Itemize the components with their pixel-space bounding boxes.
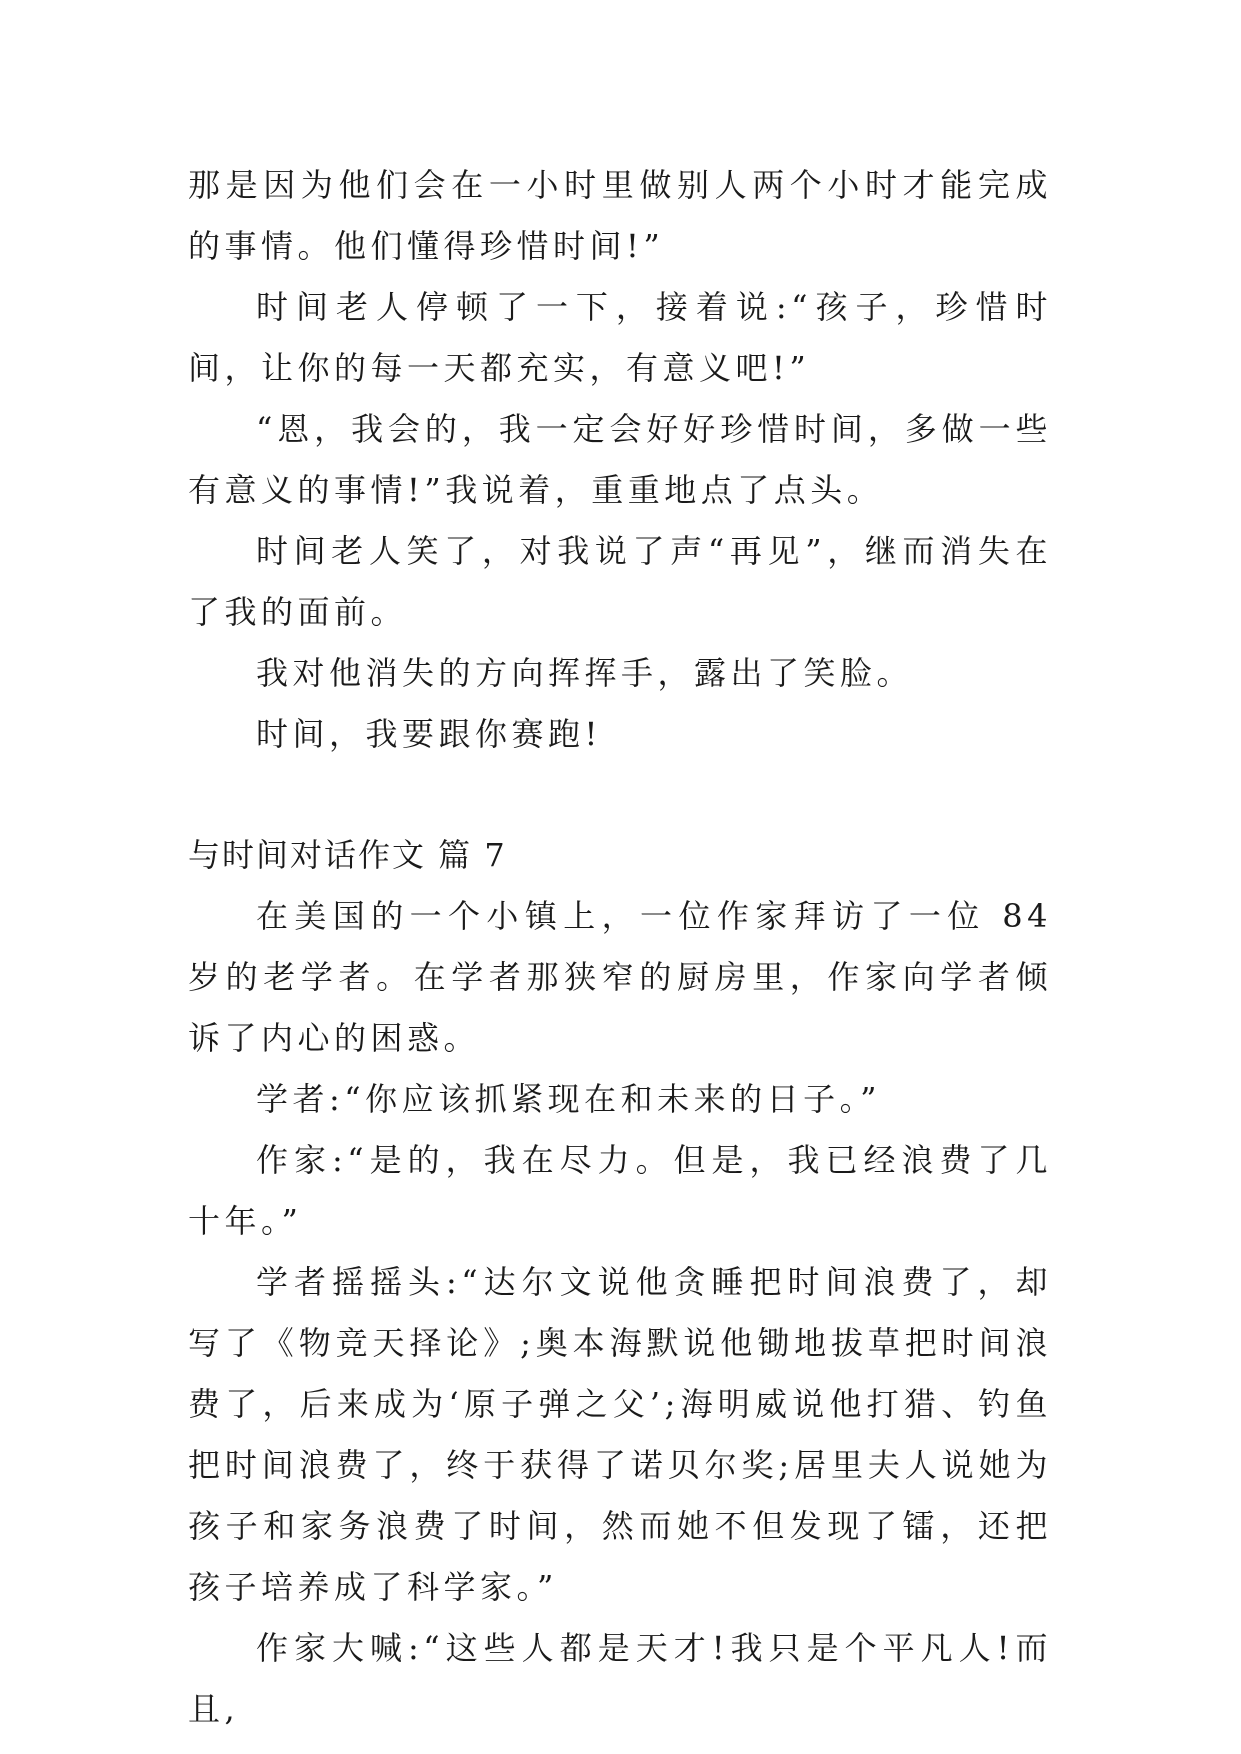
paragraph: 时间老人停顿了一下，接着说:“孩子，珍惜时间，让你的每一天都充实，有意义吧!” [188, 288, 1052, 387]
paragraph: 我对他消失的方向挥挥手，露出了笑脸。 [256, 654, 914, 692]
paragraph: 学者摇摇头:“达尔文说他贪睡把时间浪费了，却写了《物竞天择论》;奥本海默说他锄地拔草把时间浪费了，后来成为‘原子弹之父’;海明威说他打猎、钓鱼把时间浪费了，终于获得了诺贝尔奖;居里夫人说她为孩子和家务浪费了时间，然而她不但发现了镭，还把孩子培养成了科学家。” [188, 1263, 1052, 1606]
paragraph: 学者:“你应该抓紧现在和未来的日子。” [256, 1080, 882, 1118]
paragraph: 在美国的一个小镇上，一位作家拜访了一位 84 岁的老学者。在学者那狭窄的厨房里，作家向学者倾诉了内心的困惑。 [188, 897, 1052, 1057]
paragraph: “恩，我会的，我一定会好好珍惜时间，多做一些有意义的事情!”我说着，重重地点了点头。 [188, 410, 1052, 509]
paragraph: 那是因为他们会在一小时里做别人两个小时才能完成的事情。他们懂得珍惜时间!” [188, 166, 1052, 265]
document-body [188, 155, 1052, 1740]
paragraph: 作家:“是的，我在尽力。但是，我已经浪费了几十年。” [188, 1141, 1052, 1240]
paragraph: 时间，我要跟你赛跑! [256, 715, 602, 753]
paragraph: 作家大喊:“这些人都是天才!我只是个平凡人!而且, [188, 1629, 1052, 1728]
section-title: 与时间对话作文 篇 7 [188, 836, 507, 874]
paragraph: 时间老人笑了，对我说了声“再见”，继而消失在了我的面前。 [188, 532, 1052, 631]
